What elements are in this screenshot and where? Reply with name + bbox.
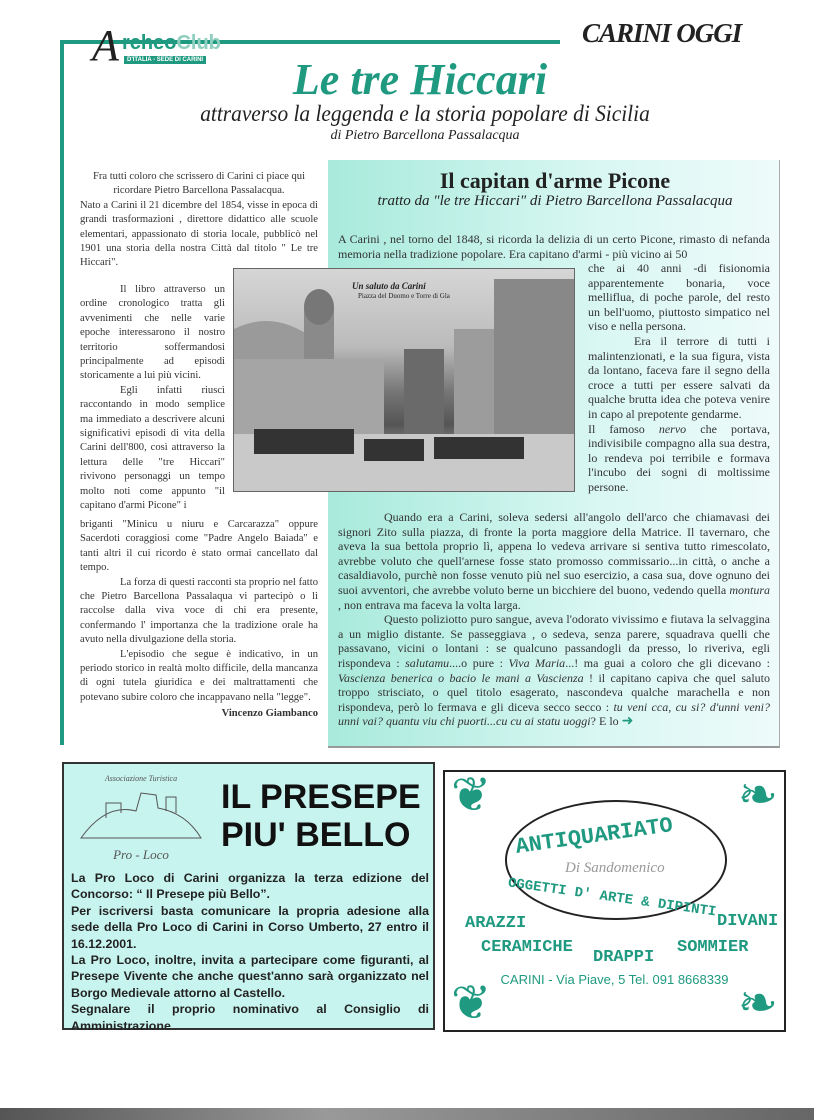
item-ceramiche: CERAMICHE — [481, 938, 573, 957]
owner-name: Di Sandomenico — [565, 860, 665, 876]
castle-drawing-icon — [76, 783, 206, 845]
ornament-icon: ❦ — [451, 769, 492, 822]
photo-caption-sub: Piazza del Duomo e Torre di Gla — [358, 292, 450, 300]
story-p5: Questo poliziotto puro sangue, aveva l'odorato vivissimo e fiutava la selvaggina a un miglio distante. Se passeggiava , o sedeva, senza parere, squadrava quelli che passavano, vicini o lontani : se qualcuno passandogli da presso, lo riveriva, egli rispondeva : salutamu....o pure : Viva Maria...! ma guai a coloro che gli dicevano : Vascienza benerica o bacio le mani a Vascienza ! il capitano capiva che quel saluto troppo strisciato, o quel titolo esagerato, nascondeva qualche marachella e non rispondeva, però lo fermava e gli diceva secco secco : tu veni cca, cu si? d'unni veni? unni vai? quantu viu chi puorti...cu cu ai statu uoggi? E lo ➜ — [338, 612, 770, 730]
logo-letter: A — [92, 21, 119, 70]
story-p1b: che ai 40 anni -di fisionomia apparentemente bonaria, voce melliflua, di poche parole, del resto un bell'uomo, piuttosto simpatico nel viso e nella persona. — [588, 261, 770, 334]
intro-p6: L'episodio che segue è indicativo, in un periodo storico in realtà molto difficile, della mancanza di ogni tutela giuridica e dei maltrattamenti che potevano subire coloro che incappavano nella "legge". — [80, 648, 318, 703]
ornament-icon: ❧ — [737, 977, 778, 1030]
article-byline: di Pietro Barcellona Passalacqua — [330, 128, 520, 143]
intro-p4a: Egli infatti riuscì raccontando in modo semplice ma immediato a descrivere alcuni significativi episodi di vita della Carini dell'800, così attraverso la lettura delle "tre Hiccari" rivivono personaggi un tempo molto noti come appunto "il capitano d'armi Picone" i — [80, 384, 225, 512]
photo-caption-title: Un saluto da Carini — [352, 281, 426, 291]
story-subtitle: tratto da "le tre Hiccari" di Pietro Barcellona Passalacqua — [377, 193, 733, 209]
intro-bottom — [80, 518, 318, 722]
item-drappi: DRAPPI — [593, 948, 655, 967]
photo-illustration — [234, 269, 575, 492]
intro-p1: Fra tutti coloro che scrissero di Carini ci piace qui ricordare Pietro Barcellona Passalacqua. — [92, 171, 306, 197]
scan-edge — [0, 1108, 814, 1120]
item-divani: DIVANI — [717, 912, 779, 931]
logo-subtitle: D'ITALIA - SEDE DI CARINI — [124, 56, 206, 64]
intro-top — [80, 170, 318, 271]
story-p2: Era il terrore di tutti i malintenzionati, e la sua figura, vista da lontano, faceva fare il segno della croce a tutti per essere salvati da qualche brutta idea che poteva venire in capo al prepotente gendarme. — [588, 333, 770, 421]
story-side — [588, 261, 770, 495]
item-sommier: SOMMIER — [677, 938, 749, 957]
intro-p2: Nato a Carini il 21 dicembre del 1854, visse in epoca di grandi trasformazioni , direttore didattico alle scuole elementari, appassionato di storia locale, pubblicò nel 1901 una storia della nostra Città dal titolo " Le tre Hiccari". — [80, 199, 318, 269]
proloco-text: La Pro Loco di Carini organizza la terza edizione del Concorso: “ Il Presepe più Bello”. Per iscriversi basta comunicare la propria adesione alla sede della Pro Loco di Carini in Corso Umberto, 27 entro il 16.12.2001. La Pro Loco, inoltre, invita a partecipare come figuranti, al Presepe Vivente che anche quest'anno sarà organizzato nel Borgo Medievale attorno al Castello. Segnalare il proprio nominativo al Consiglio di Amministrazione — [71, 871, 429, 1033]
story-p3: Il famoso nervo che portava, indivisibile compagno alla sua destra, lo rendeva poi terribile e formava l'incubo dei sogni di moltissime persone. — [588, 421, 770, 494]
intro-p5: La forza di questi racconti sta proprio nel fatto che Pietro Barcellona Passalaqua vi partecipò o li raccolse dalla viva voce di chi era presente, confermando l' importanza che la tradizione orale ha avuto nella divulgazione della storia. — [80, 576, 318, 646]
article-title: Le tre Hiccari — [292, 55, 548, 104]
antiquariato-ad — [443, 770, 786, 1032]
tagline: OGGETTI D' ARTE & DIPINTI — [506, 875, 718, 921]
story-bottom — [338, 510, 770, 730]
continue-arrow-icon: ➜ — [621, 714, 634, 730]
proloco-logo: Associazione Turistica Pro - Loco — [76, 774, 206, 874]
proloco-headline: IL PRESEPE PIU' BELLO — [221, 778, 421, 854]
story-p4: Quando era a Carini, soleva sedersi all'angolo dell'arco che chiamavasi dei signori Zito sulla piazza, di fronte la porta maggiore della Matrice. Il tavernaro, che aveva la sua bettola proprio lì, appena lo vedeva arrivare si sentiva tutto rimescolato, avrebbe voluto che quell'arnese fosse stato promosso commissario...in città, o anche a casaldiavolo, purchè non fosse venuto più nel suo esercizio, a casa sua, dove ognuno dei suoi avventori, che avrebbe voluto berne un bicchiere del buono, vedendo quella montura , non entrava ma faceva la volta larga. — [338, 510, 770, 612]
historic-photo-piazza — [233, 268, 575, 492]
signature: Vincenzo Giambanco — [221, 708, 318, 720]
proloco-ad — [62, 762, 435, 1033]
story-title: Il capitan d'arme Picone — [439, 168, 671, 193]
antiquariato-title: ANTIQUARIATO — [514, 813, 675, 860]
ornament-icon: ❧ — [737, 769, 778, 822]
newspaper-name: CARINI OGGI — [582, 18, 742, 48]
intro-middle — [80, 283, 225, 514]
logo-name: rcheoClub — [122, 32, 221, 54]
ornament-icon: ❦ — [451, 977, 492, 1030]
green-frame-vertical — [60, 40, 64, 745]
intro-p4b: briganti "Minicu u niuru e Carcarazza" oppure Sacerdoti coraggiosi come "Padre Angelo Baiada" e tanti altri il cui ricordo è stato ormai cancellato dal tempo. — [80, 519, 318, 574]
address: CARINI - Via Piave, 5 Tel. 091 8668339 — [500, 972, 729, 987]
article-subtitle: attraverso la leggenda e la storia popolare di Sicilia — [200, 101, 650, 126]
story-p1a: A Carini , nel torno del 1848, si ricorda la delizia di un certo Picone, rimasto di nefanda memoria nella tradizione popolare. Era capitano d'armi - più vicino ai 50 — [338, 232, 770, 261]
item-arazzi: ARAZZI — [465, 914, 527, 933]
intro-p3: Il libro attraverso un ordine cronologico tratta gli avvenimenti che nelle varie epoche interessarono il nostro territorio soffermandosi principalmente ad episodi storicamente a lui più vicini. — [80, 284, 225, 382]
